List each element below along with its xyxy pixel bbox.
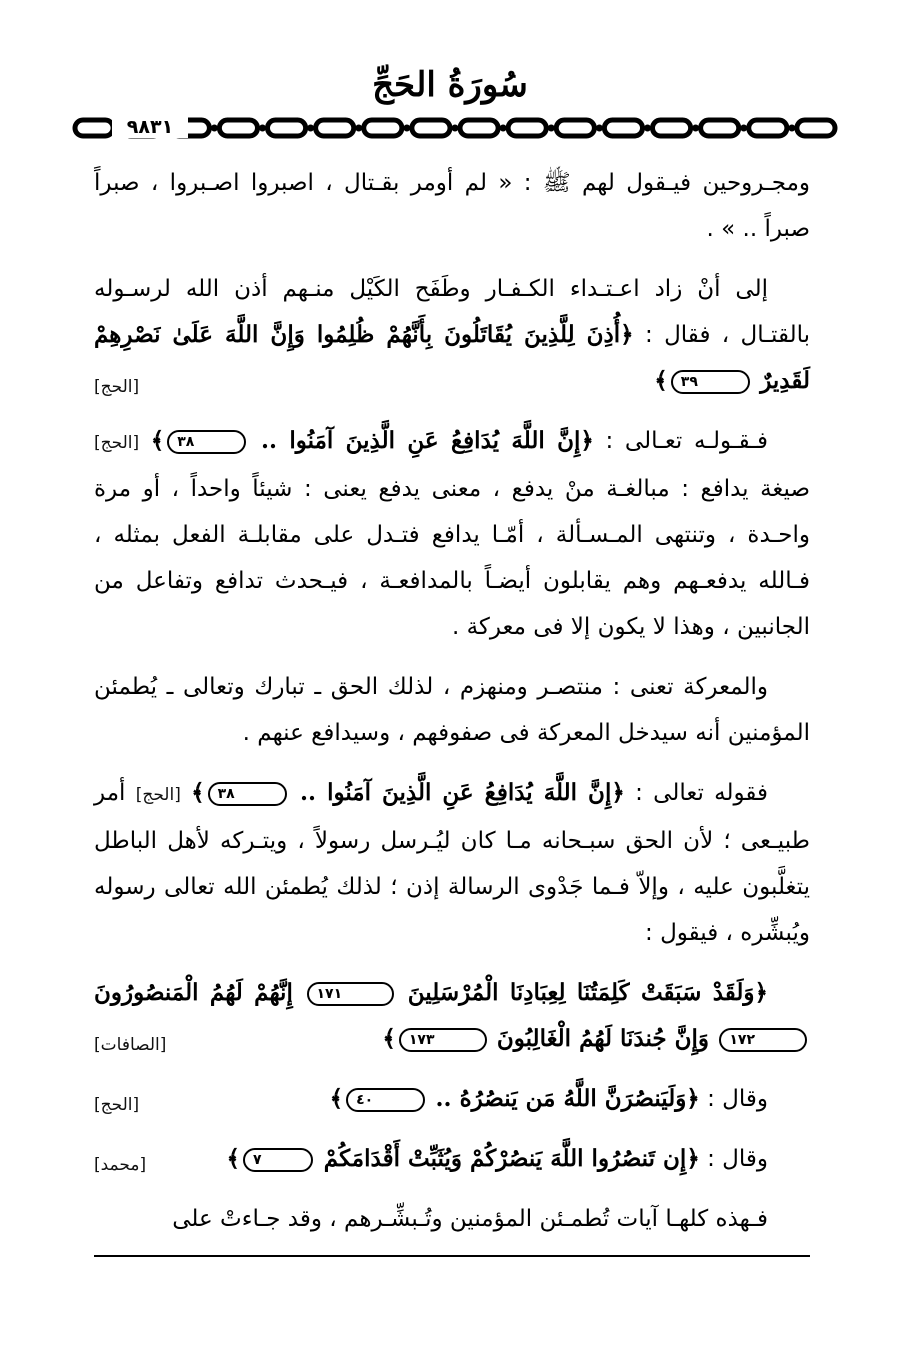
body-text: فقوله تعالى : bbox=[635, 780, 769, 806]
chain-link bbox=[556, 120, 594, 136]
quran-bracket: ﴾ bbox=[654, 367, 668, 394]
chain-dot bbox=[452, 125, 459, 132]
body-text: صيغة يدافع : مبالغـة منْ يدفع ، معنى يدفع يعنى : شيئاً واحداً ، أو مرة واحـدة ، وتنتهى المـسـألة ، أمّـا يدافع فتـدل على مقابلـة الفعل بمثله ، فـالله يدفعـهم وهم يقابلون أيضـاً بالمدافعـة ، فيـحدث تدافع وتفاعل من الجانبين ، وهذا لا يكون إلا فى معركة . bbox=[94, 476, 810, 640]
paragraph bbox=[94, 770, 810, 956]
body-text: ومجـروحين فيـقول لهم ﷺ : « لم أومر بقـتال ، اصبروا اصـبروا ، صبراً صبراً .. » . bbox=[94, 170, 810, 242]
body-text: فـقـولـه تعـالى : bbox=[605, 428, 769, 454]
body-text: إلى أنْ زاد اعـتـداء الكـفـار وطَفَح الكَيْل منـهم أذن الله لرسـوله بالقتـال ، فقال : bbox=[94, 276, 810, 348]
surah-reference: [الحج] bbox=[135, 785, 181, 805]
chain-dot bbox=[211, 125, 218, 132]
chain-link bbox=[701, 120, 739, 136]
chain-dot bbox=[307, 125, 314, 132]
chain-link bbox=[749, 120, 787, 136]
paragraph bbox=[94, 970, 810, 1062]
surah-reference: [الحج] bbox=[94, 433, 140, 453]
page-body bbox=[94, 160, 810, 1256]
chain-dot bbox=[740, 125, 747, 132]
quran-verse: إِنَّهُمْ لَهُمُ الْمَنصُورُونَ bbox=[94, 979, 293, 1006]
verse-number-badge: ١٧٣ bbox=[399, 1028, 487, 1052]
chain-link bbox=[75, 120, 113, 136]
verse-number-badge: ١٧١ bbox=[307, 982, 395, 1006]
paragraph bbox=[94, 160, 810, 252]
chain-dot bbox=[355, 125, 362, 132]
surah-reference: [الحج] bbox=[94, 1095, 140, 1115]
body-text: وقال : bbox=[707, 1086, 768, 1112]
quran-verse: ﴿وَلَقَدْ سَبَقَتْ كَلِمَتُنَا لِعِبَادِنَا الْمُرْسَلِينَ bbox=[407, 979, 769, 1006]
quran-verse: ﴿إِن تَنصُرُوا اللَّهَ يَنصُرْكُمْ وَيُثَبِّتْ أَقْدَامَكُمْ bbox=[323, 1145, 700, 1172]
page-number: ٩٨٣١ bbox=[112, 116, 188, 138]
chain-dot bbox=[548, 125, 555, 132]
surah-title: سُورَةُ الحَجِّ bbox=[372, 65, 528, 105]
chain-link bbox=[219, 120, 257, 136]
chain-link bbox=[797, 120, 835, 136]
quran-bracket: ﴾ bbox=[329, 1085, 344, 1112]
quran-bracket: ﴾ bbox=[150, 427, 165, 454]
paragraph bbox=[94, 664, 810, 756]
chain-dot bbox=[788, 125, 795, 132]
body-text: أمر طبيـعى ؛ لأن الحق سبـحانه مـا كان ليُـرسل رسولاً ، ويتـركه لأهل الباطل يتغلَّبون عليه ، وإلاّ فـما جَدْوى الرسالة إذن ؛ لذلك يُطمئن الله تعالى رسوله ويُبشِّره ، فيقول : bbox=[94, 780, 810, 946]
chain-link bbox=[316, 120, 354, 136]
surah-reference: [الصافات] bbox=[94, 1035, 167, 1055]
verse-number-badge: ٣٨ bbox=[167, 430, 246, 454]
body-text: وقال : bbox=[707, 1146, 768, 1172]
quran-verse: وَإِنَّ جُندَنَا لَهُمُ الْغَالِبُونَ bbox=[496, 1025, 710, 1052]
paragraph bbox=[94, 266, 810, 404]
quran-bracket: ﴾ bbox=[191, 779, 205, 806]
quran-bracket: ﴾ bbox=[382, 1025, 396, 1052]
quran-bracket: ﴾ bbox=[226, 1145, 240, 1172]
verse-number-badge: ٣٩ bbox=[671, 370, 750, 394]
verse-number-badge: ٣٨ bbox=[208, 782, 287, 806]
body-text: والمعركة تعنى : منتصـر ومنهزم ، لذلك الحق ـ تبارك وتعالى ـ يُطمئن المؤمنين أنه سيدخل المعركة فى صفوفهم ، وسيدافع عنهم . bbox=[94, 674, 810, 746]
chain-dot bbox=[403, 125, 410, 132]
chain-dot bbox=[692, 125, 699, 132]
quran-verse: ﴿إِنَّ اللَّهَ يُدَافِعُ عَنِ الَّذِينَ آمَنُوا .. bbox=[261, 427, 594, 454]
verse-number-badge: ٤٠ bbox=[346, 1088, 425, 1112]
chain-link bbox=[268, 120, 306, 136]
paragraph bbox=[94, 1136, 810, 1182]
bottom-rule bbox=[94, 1255, 810, 1257]
chain-link bbox=[460, 120, 498, 136]
quran-verse: ﴿أُذِنَ لِلَّذِينَ يُقَاتَلُونَ بِأَنَّهُمْ ظُلِمُوا وَإِنَّ اللَّهَ عَلَىٰ نَصْرِهِمْ لَقَدِيرٌ bbox=[94, 321, 810, 394]
chain-dot bbox=[644, 125, 651, 132]
paragraph bbox=[94, 1196, 810, 1242]
verse-number-badge: ٧ bbox=[243, 1148, 314, 1172]
chain-dot bbox=[596, 125, 603, 132]
quran-verse: ﴿إِنَّ اللَّهَ يُدَافِعُ عَنِ الَّذِينَ آمَنُوا .. bbox=[300, 779, 625, 806]
chain-link bbox=[604, 120, 642, 136]
chain-link bbox=[508, 120, 546, 136]
paragraph bbox=[94, 1076, 810, 1122]
body-text: فـهذه كلهـا آيات تُطمـئن المؤمنين وتُـبشِّـرهم ، وقد جـاءتْ على bbox=[172, 1206, 768, 1232]
quran-verse: ﴿وَلَيَنصُرَنَّ اللَّهُ مَن يَنصُرُهُ .. bbox=[435, 1085, 700, 1112]
paragraph bbox=[94, 418, 810, 650]
verse-number-badge: ١٧٢ bbox=[719, 1028, 807, 1052]
surah-reference: [الحج] bbox=[94, 377, 140, 397]
chain-link bbox=[653, 120, 691, 136]
chain-link bbox=[364, 120, 402, 136]
chain-dot bbox=[259, 125, 266, 132]
surah-reference: [محمد] bbox=[94, 1155, 147, 1175]
chain-link bbox=[412, 120, 450, 136]
chain-dot bbox=[500, 125, 507, 132]
